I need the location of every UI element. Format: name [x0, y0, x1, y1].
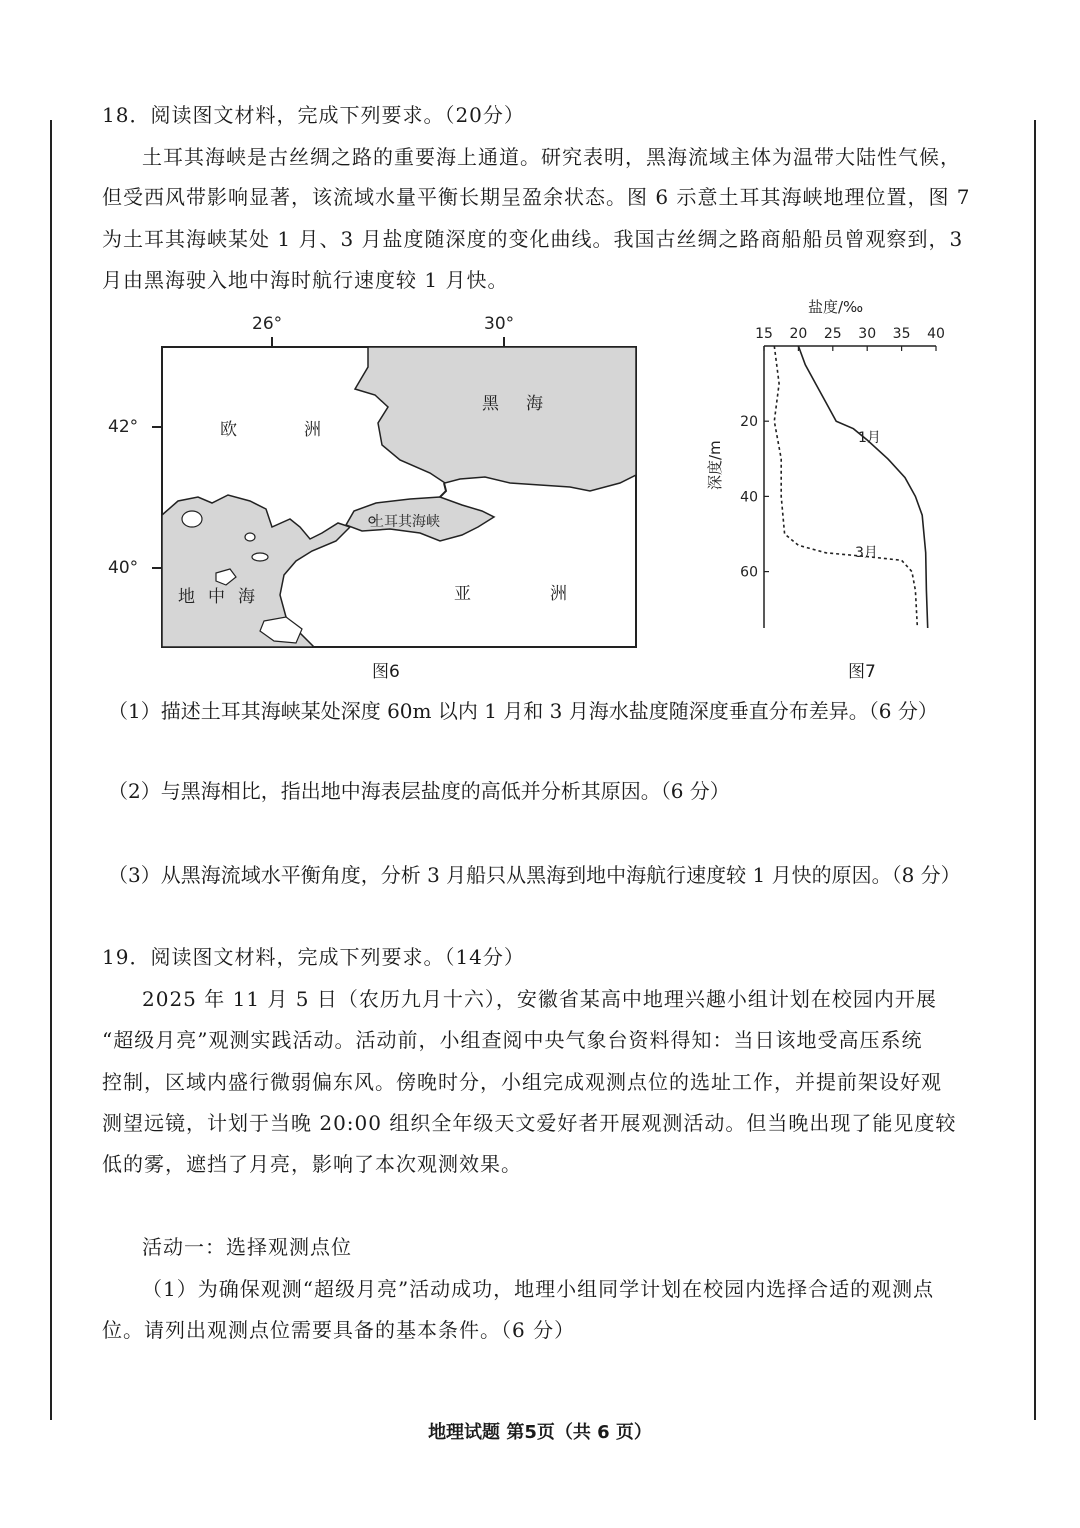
x-tick-label-40: 40 [927, 326, 945, 342]
q18-paragraph-line-2: 但受西风带影响显著，该流域水量平衡长期呈盈余状态。图 6 示意土耳其海峡地理位置，图 7 [102, 185, 971, 209]
x-tick-label-15: 15 [755, 326, 773, 342]
x-tick-label-35: 35 [892, 326, 911, 342]
left-margin-line [50, 120, 52, 1420]
series-label-mar: 3月 [855, 545, 878, 561]
q19-paragraph-line-1: 2025 年 11 月 5 日（农历九月十六），安徽省某高中地理兴趣小组计划在校园内开展 [142, 987, 937, 1011]
label-turkish-straits: 土耳其海峡 [370, 514, 440, 530]
label-europe-2: 洲 [304, 420, 321, 440]
label-med-1: 地 [178, 587, 195, 607]
q18-subquestion-1: （1）描述土耳其海峡某处深度 60m 以内 1 月和 3 月海水盐度随深度垂直分布差异。（6 分） [108, 699, 938, 723]
salinity-chart [700, 290, 960, 650]
label-black-sea-2: 海 [526, 394, 543, 414]
series-line-mar [774, 346, 917, 628]
q18-subquestion-2: （2）与黑海相比，指出地中海表层盐度的高低并分析其原因。（6 分） [108, 779, 730, 803]
q18-subquestion-3: （3）从黑海流域水平衡角度，分析 3 月船只从黑海到地中海航行速度较 1 月快的原因。（8 分） [108, 863, 961, 887]
y-tick-label-20: 20 [740, 414, 758, 431]
q19-question-line-1: （1）为确保观测“超级月亮”活动成功，地理小组同学计划在校园内选择合适的观测点 [142, 1277, 935, 1301]
chart-y-label: 深度/m [706, 440, 724, 490]
q18-paragraph-line-3: 为土耳其海峡某处 1 月、3 月盐度随深度的变化曲线。我国古丝绸之路商船船员曾观察到，3 [102, 227, 964, 251]
lat-label-42: 42° [108, 417, 139, 437]
x-tick-label-20: 20 [789, 326, 808, 342]
page-footer: 地理试题 第5页（共 6 页） [428, 1422, 652, 1443]
label-europe-1: 欧 [220, 420, 237, 440]
lon-label-26: 26° [252, 314, 283, 334]
lon-label-30: 30° [484, 314, 515, 334]
q18-paragraph-line-1: 土耳其海峡是古丝绸之路的重要海上通道。研究表明，黑海流域主体为温带大陆性气候， [142, 145, 961, 169]
q19-paragraph-line-5: 低的雾，遮挡了月亮，影响了本次观测效果。 [102, 1152, 522, 1176]
series-label-jan: 1月 [858, 430, 881, 446]
q19-question-line-2: 位。请列出观测点位需要具备的基本条件。（6 分） [102, 1318, 576, 1342]
q18-heading: 18．阅读图文材料，完成下列要求。（20分） [102, 103, 525, 127]
q19-paragraph-line-2: “超级月亮”观测实践活动。活动前，小组查阅中央气象台资料得知：当日该地受高压系统 [102, 1028, 923, 1052]
label-asia-2: 洲 [550, 584, 567, 604]
series-line-jan [798, 346, 927, 628]
label-med-2: 中 [208, 587, 225, 607]
label-black-sea-1: 黑 [482, 394, 499, 414]
q18-paragraph-line-4: 月由黑海驶入地中海时航行速度较 1 月快。 [102, 268, 509, 292]
figure-6-caption: 图6 [372, 662, 400, 682]
chart-x-label: 盐度/‰ [808, 298, 864, 316]
label-asia-1: 亚 [454, 584, 471, 604]
x-tick-label-25: 25 [823, 326, 842, 342]
q19-paragraph-line-3: 控制，区域内盛行微弱偏东风。傍晚时分，小组完成观测点位的选址工作，并提前架设好观 [102, 1070, 942, 1094]
map-figure-6 [100, 305, 660, 660]
y-tick-label-60: 60 [740, 564, 758, 581]
q19-heading: 19．阅读图文材料，完成下列要求。（14分） [102, 945, 525, 969]
figure-7-caption: 图7 [848, 662, 876, 682]
lat-label-40: 40° [108, 558, 139, 578]
label-med-3: 海 [238, 587, 255, 607]
y-tick-label-40: 40 [740, 489, 758, 506]
q19-paragraph-line-4: 测望远镜，计划于当晚 20:00 组织全年级天文爱好者开展观测活动。但当晚出现了能见度较 [102, 1111, 957, 1135]
x-tick-label-30: 30 [858, 326, 877, 342]
q19-activity-title: 活动一：选择观测点位 [142, 1235, 352, 1259]
right-margin-line [1034, 120, 1036, 1420]
